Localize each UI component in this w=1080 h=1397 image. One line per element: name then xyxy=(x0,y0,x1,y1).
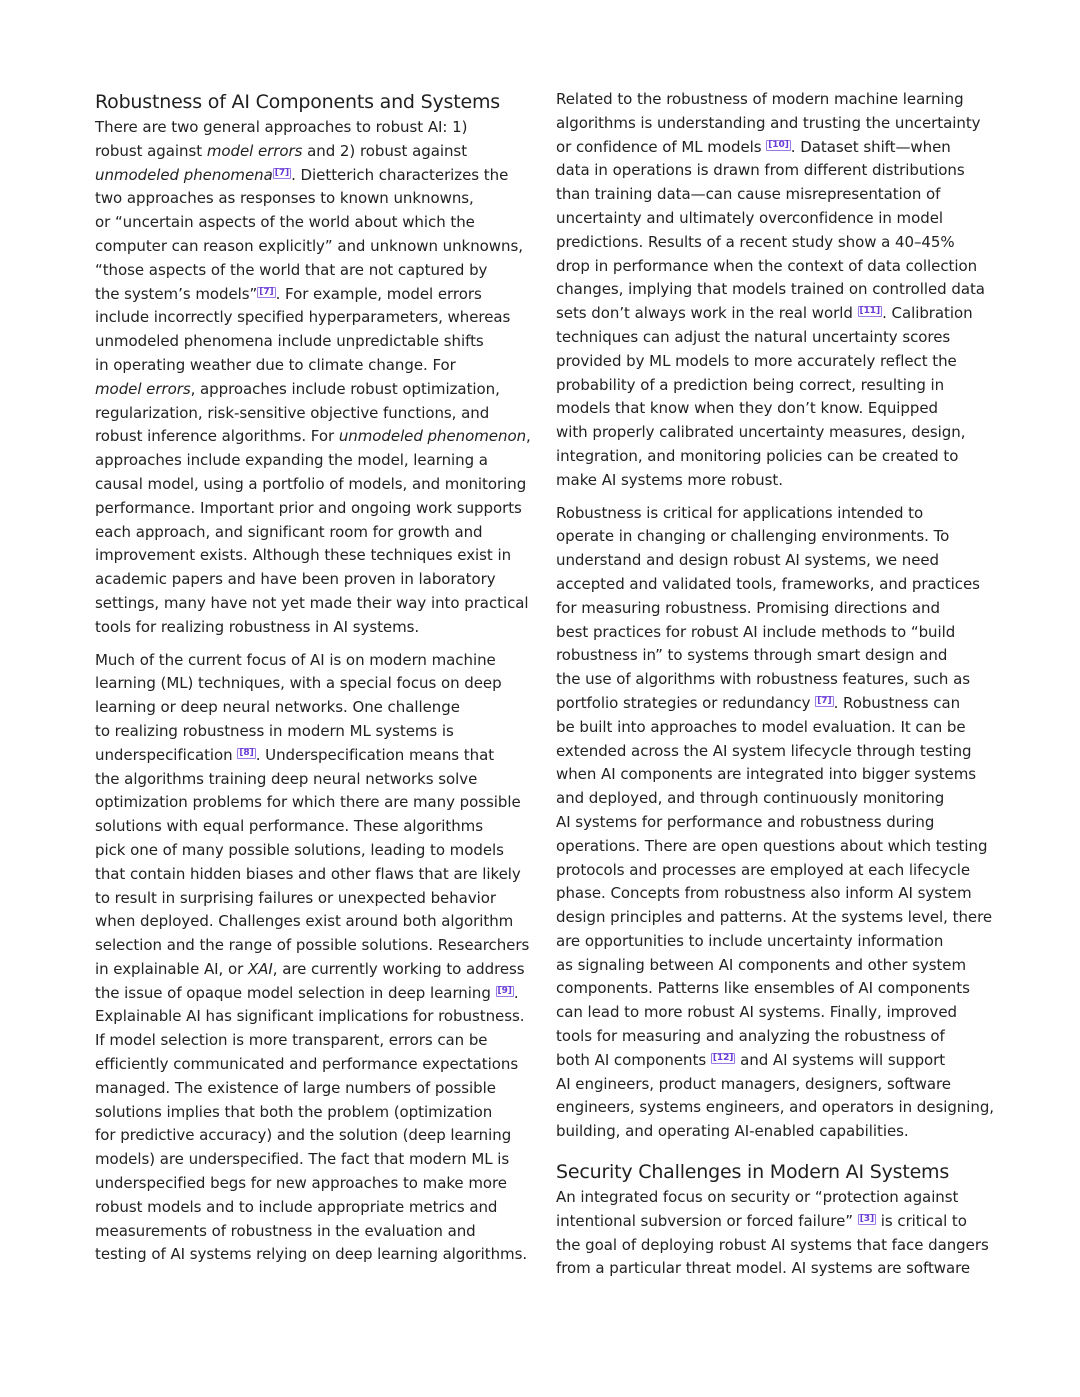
text-line: robust against model errors and 2) robust against xyxy=(95,141,468,160)
paragraph xyxy=(95,116,531,640)
text-line: intentional subversion or forced failure” [3] is critical to xyxy=(556,1211,967,1230)
text-line: academic papers and have been proven in laboratory xyxy=(95,570,496,589)
text-line: engineers, systems engineers, and operators in designing, xyxy=(556,1098,995,1117)
text-line: each approach, and significant room for growth and xyxy=(95,522,483,541)
text-line: settings, many have not yet made their way into practical xyxy=(95,593,529,612)
text-line: managed. The existence of large numbers of possible xyxy=(95,1078,496,1097)
text-line: learning or deep neural networks. One challenge xyxy=(95,698,460,717)
text-line: phase. Concepts from robustness also inform AI system xyxy=(556,884,972,903)
text-line: There are two general approaches to robust AI: 1) xyxy=(95,118,468,136)
text-line: when AI components are integrated into bigger systems xyxy=(556,765,977,784)
text-line: techniques can adjust the natural uncertainty scores xyxy=(556,327,951,346)
text-line: tools for realizing robustness in AI systems. xyxy=(95,617,420,636)
citation-link[interactable]: [10] xyxy=(768,139,789,150)
italic-term: unmodeled phenomenon xyxy=(338,427,527,446)
text-line: the use of algorithms with robustness features, such as xyxy=(556,670,970,689)
text-line: model errors, approaches include robust optimization, xyxy=(95,379,500,398)
text-line: best practices for robust AI include methods to “build xyxy=(556,622,956,641)
text-line: efficiently communicated and performance expectations xyxy=(95,1055,519,1074)
text-line: operate in changing or challenging environments. To xyxy=(556,527,950,546)
text-line: computer can reason explicitly” and unknown unknowns, xyxy=(95,236,523,255)
citation-link[interactable]: [11] xyxy=(859,306,881,317)
text-line: protocols and processes are employed at each lifecycle xyxy=(556,860,971,879)
text-line: accepted and validated tools, frameworks, and practices xyxy=(556,574,980,593)
text-line: and deployed, and through continuously monitoring xyxy=(556,789,945,808)
text-line: integration, and monitoring policies can be created to xyxy=(556,446,959,465)
text-line: learning (ML) techniques, with a special focus on deep xyxy=(95,674,502,693)
text-line: design principles and patterns. At the systems level, there xyxy=(556,908,993,927)
text-line: make AI systems more robust. xyxy=(556,470,783,489)
text-line: optimization problems for which there are many possible xyxy=(95,793,521,812)
right-column xyxy=(556,88,995,1290)
text-line: Explainable AI has significant implications for robustness. xyxy=(95,1007,525,1026)
citation-link[interactable]: [8] xyxy=(239,747,254,758)
paragraph xyxy=(556,1186,988,1281)
text-line: unmodeled phenomena [7] . Dietterich characterizes the xyxy=(95,165,509,184)
text-line: in explainable AI, or XAI, are currently working to address xyxy=(95,959,525,978)
text-line: as signaling between AI components and other system xyxy=(556,955,967,974)
italic-term: model errors xyxy=(95,379,191,398)
citation-link[interactable]: [9] xyxy=(497,985,512,996)
text-line: both AI components [12] and AI systems will support xyxy=(556,1050,946,1069)
text-line: AI engineers, product managers, designers, software xyxy=(556,1074,951,1093)
text-line: the issue of opaque model selection in deep learning [9] . xyxy=(95,983,519,1002)
text-line: measurements of robustness in the evaluation and xyxy=(95,1221,476,1240)
text-line: robust models and to include appropriate metrics and xyxy=(95,1197,498,1216)
text-line: causal model, using a portfolio of models, and monitoring xyxy=(95,474,527,493)
text-line: predictions. Results of a recent study show a 40–45% xyxy=(556,232,955,251)
text-line: with properly calibrated uncertainty measures, design, xyxy=(556,423,966,442)
text-line: probability of a prediction being correct, resulting in xyxy=(556,375,945,394)
text-line: building, and operating AI-enabled capabilities. xyxy=(556,1122,909,1141)
text-line: underspecified begs for new approaches to make more xyxy=(95,1174,507,1193)
italic-term: XAI xyxy=(247,959,273,978)
text-line: the goal of deploying robust AI systems that face dangers xyxy=(556,1235,989,1254)
paragraph xyxy=(556,502,995,1145)
text-line: robust inference algorithms. For unmodeled phenomenon, xyxy=(95,427,531,446)
text-line: operations. There are open questions about which testing xyxy=(556,836,988,855)
paragraph xyxy=(556,88,988,493)
text-line: two approaches as responses to known unknowns, xyxy=(95,189,474,208)
text-line: data in operations is drawn from different distributions xyxy=(556,161,965,180)
text-line: drop in performance when the context of data collection xyxy=(556,256,978,275)
text-line: solutions with equal performance. These algorithms xyxy=(95,817,483,836)
text-line: sets don’t always work in the real world [11] . Calibration xyxy=(556,304,973,323)
text-line: algorithms is understanding and trusting the uncertainty xyxy=(556,113,981,132)
text-line: than training data—can cause misrepresentation of xyxy=(556,185,941,204)
text-line: can lead to more robust AI systems. Finally, improved xyxy=(556,1003,958,1022)
text-line: approaches include expanding the model, learning a xyxy=(95,451,488,470)
text-line: provided by ML models to more accurately reflect the xyxy=(556,351,957,370)
text-line: Much of the current focus of AI is on modern machine xyxy=(95,650,496,669)
text-line: from a particular threat model. AI systems are software xyxy=(556,1259,971,1278)
text-line: in operating weather due to climate change. For xyxy=(95,355,456,374)
citation-link[interactable]: [7] xyxy=(259,286,274,297)
text-line: changes, implying that models trained on controlled data xyxy=(556,280,985,299)
text-line: solutions implies that both the problem (optimization xyxy=(95,1102,493,1121)
text-line: underspecification [8] . Underspecification means that xyxy=(95,745,495,764)
text-line: extended across the AI system lifecycle through testing xyxy=(556,741,972,760)
text-line: pick one of many possible solutions, leading to models xyxy=(95,840,504,859)
text-line: models) are underspecified. The fact that modern ML is xyxy=(95,1150,510,1169)
text-line: improvement exists. Although these techniques exist in xyxy=(95,546,512,565)
text-line: If model selection is more transparent, errors can be xyxy=(95,1031,488,1050)
text-line: the algorithms training deep neural networks solve xyxy=(95,769,478,788)
text-line: selection and the range of possible solutions. Researchers xyxy=(95,936,530,955)
text-line: testing of AI systems relying on deep learning algorithms. xyxy=(95,1245,528,1264)
text-line: or “uncertain aspects of the world about which the xyxy=(95,213,475,232)
section-heading-security: Security Challenges in Modern AI Systems xyxy=(556,1161,950,1184)
citation-link[interactable]: [12] xyxy=(712,1052,734,1063)
text-line: that contain hidden biases and other flaws that are likely xyxy=(95,864,521,883)
citation-link[interactable]: [7] xyxy=(817,695,832,706)
text-line: are opportunities to include uncertainty information xyxy=(556,931,944,950)
text-line: to result in surprising failures or unexpected behavior xyxy=(95,888,497,907)
text-line: to realizing robustness in modern ML systems is xyxy=(95,721,454,740)
italic-term: unmodeled phenomena xyxy=(95,165,273,184)
text-line: tools for measuring and analyzing the robustness of xyxy=(556,1027,945,1046)
text-line: regularization, risk-sensitive objective functions, and xyxy=(95,403,490,422)
text-line: when deployed. Challenges exist around both algorithm xyxy=(95,912,514,931)
text-line: for predictive accuracy) and the solution (deep learning xyxy=(95,1126,512,1145)
text-line: be built into approaches to model evaluation. It can be xyxy=(556,717,966,736)
text-line: performance. Important prior and ongoing work supports xyxy=(95,498,522,517)
text-line: Robustness is critical for applications intended to xyxy=(556,503,924,522)
text-line: or confidence of ML models [10] . Dataset shift—when xyxy=(556,137,951,156)
paragraph xyxy=(95,649,530,1268)
text-line: Related to the robustness of modern machine learning xyxy=(556,90,964,108)
text-line: include incorrectly specified hyperparameters, whereas xyxy=(95,308,511,327)
citation-link[interactable]: [3] xyxy=(859,1213,875,1224)
text-line: portfolio strategies or redundancy [7] . Robustness can xyxy=(556,693,961,712)
section-heading-robustness: Robustness of AI Components and Systems xyxy=(95,91,500,113)
text-line: AI systems for performance and robustness during xyxy=(556,812,935,831)
italic-term: model errors xyxy=(206,141,303,160)
text-line: uncertainty and ultimately overconfidence in model xyxy=(556,208,944,227)
text-line: models that know when they don’t know. Equipped xyxy=(556,399,939,418)
text-line: An integrated focus on security or “protection against xyxy=(556,1188,959,1207)
text-line: understand and design robust AI systems, we need xyxy=(556,551,940,570)
text-line: unmodeled phenomena include unpredictable shifts xyxy=(95,332,484,351)
text-line: robustness in” to systems through smart design and xyxy=(556,646,948,665)
text-line: the system’s models” [7] . For example, model errors xyxy=(95,284,482,303)
left-column xyxy=(95,88,531,1276)
citation-link[interactable]: [7] xyxy=(274,167,290,178)
text-line: components. Patterns like ensembles of AI components xyxy=(556,979,970,998)
text-line: for measuring robustness. Promising directions and xyxy=(556,598,940,617)
text-line: “those aspects of the world that are not captured by xyxy=(95,260,488,279)
